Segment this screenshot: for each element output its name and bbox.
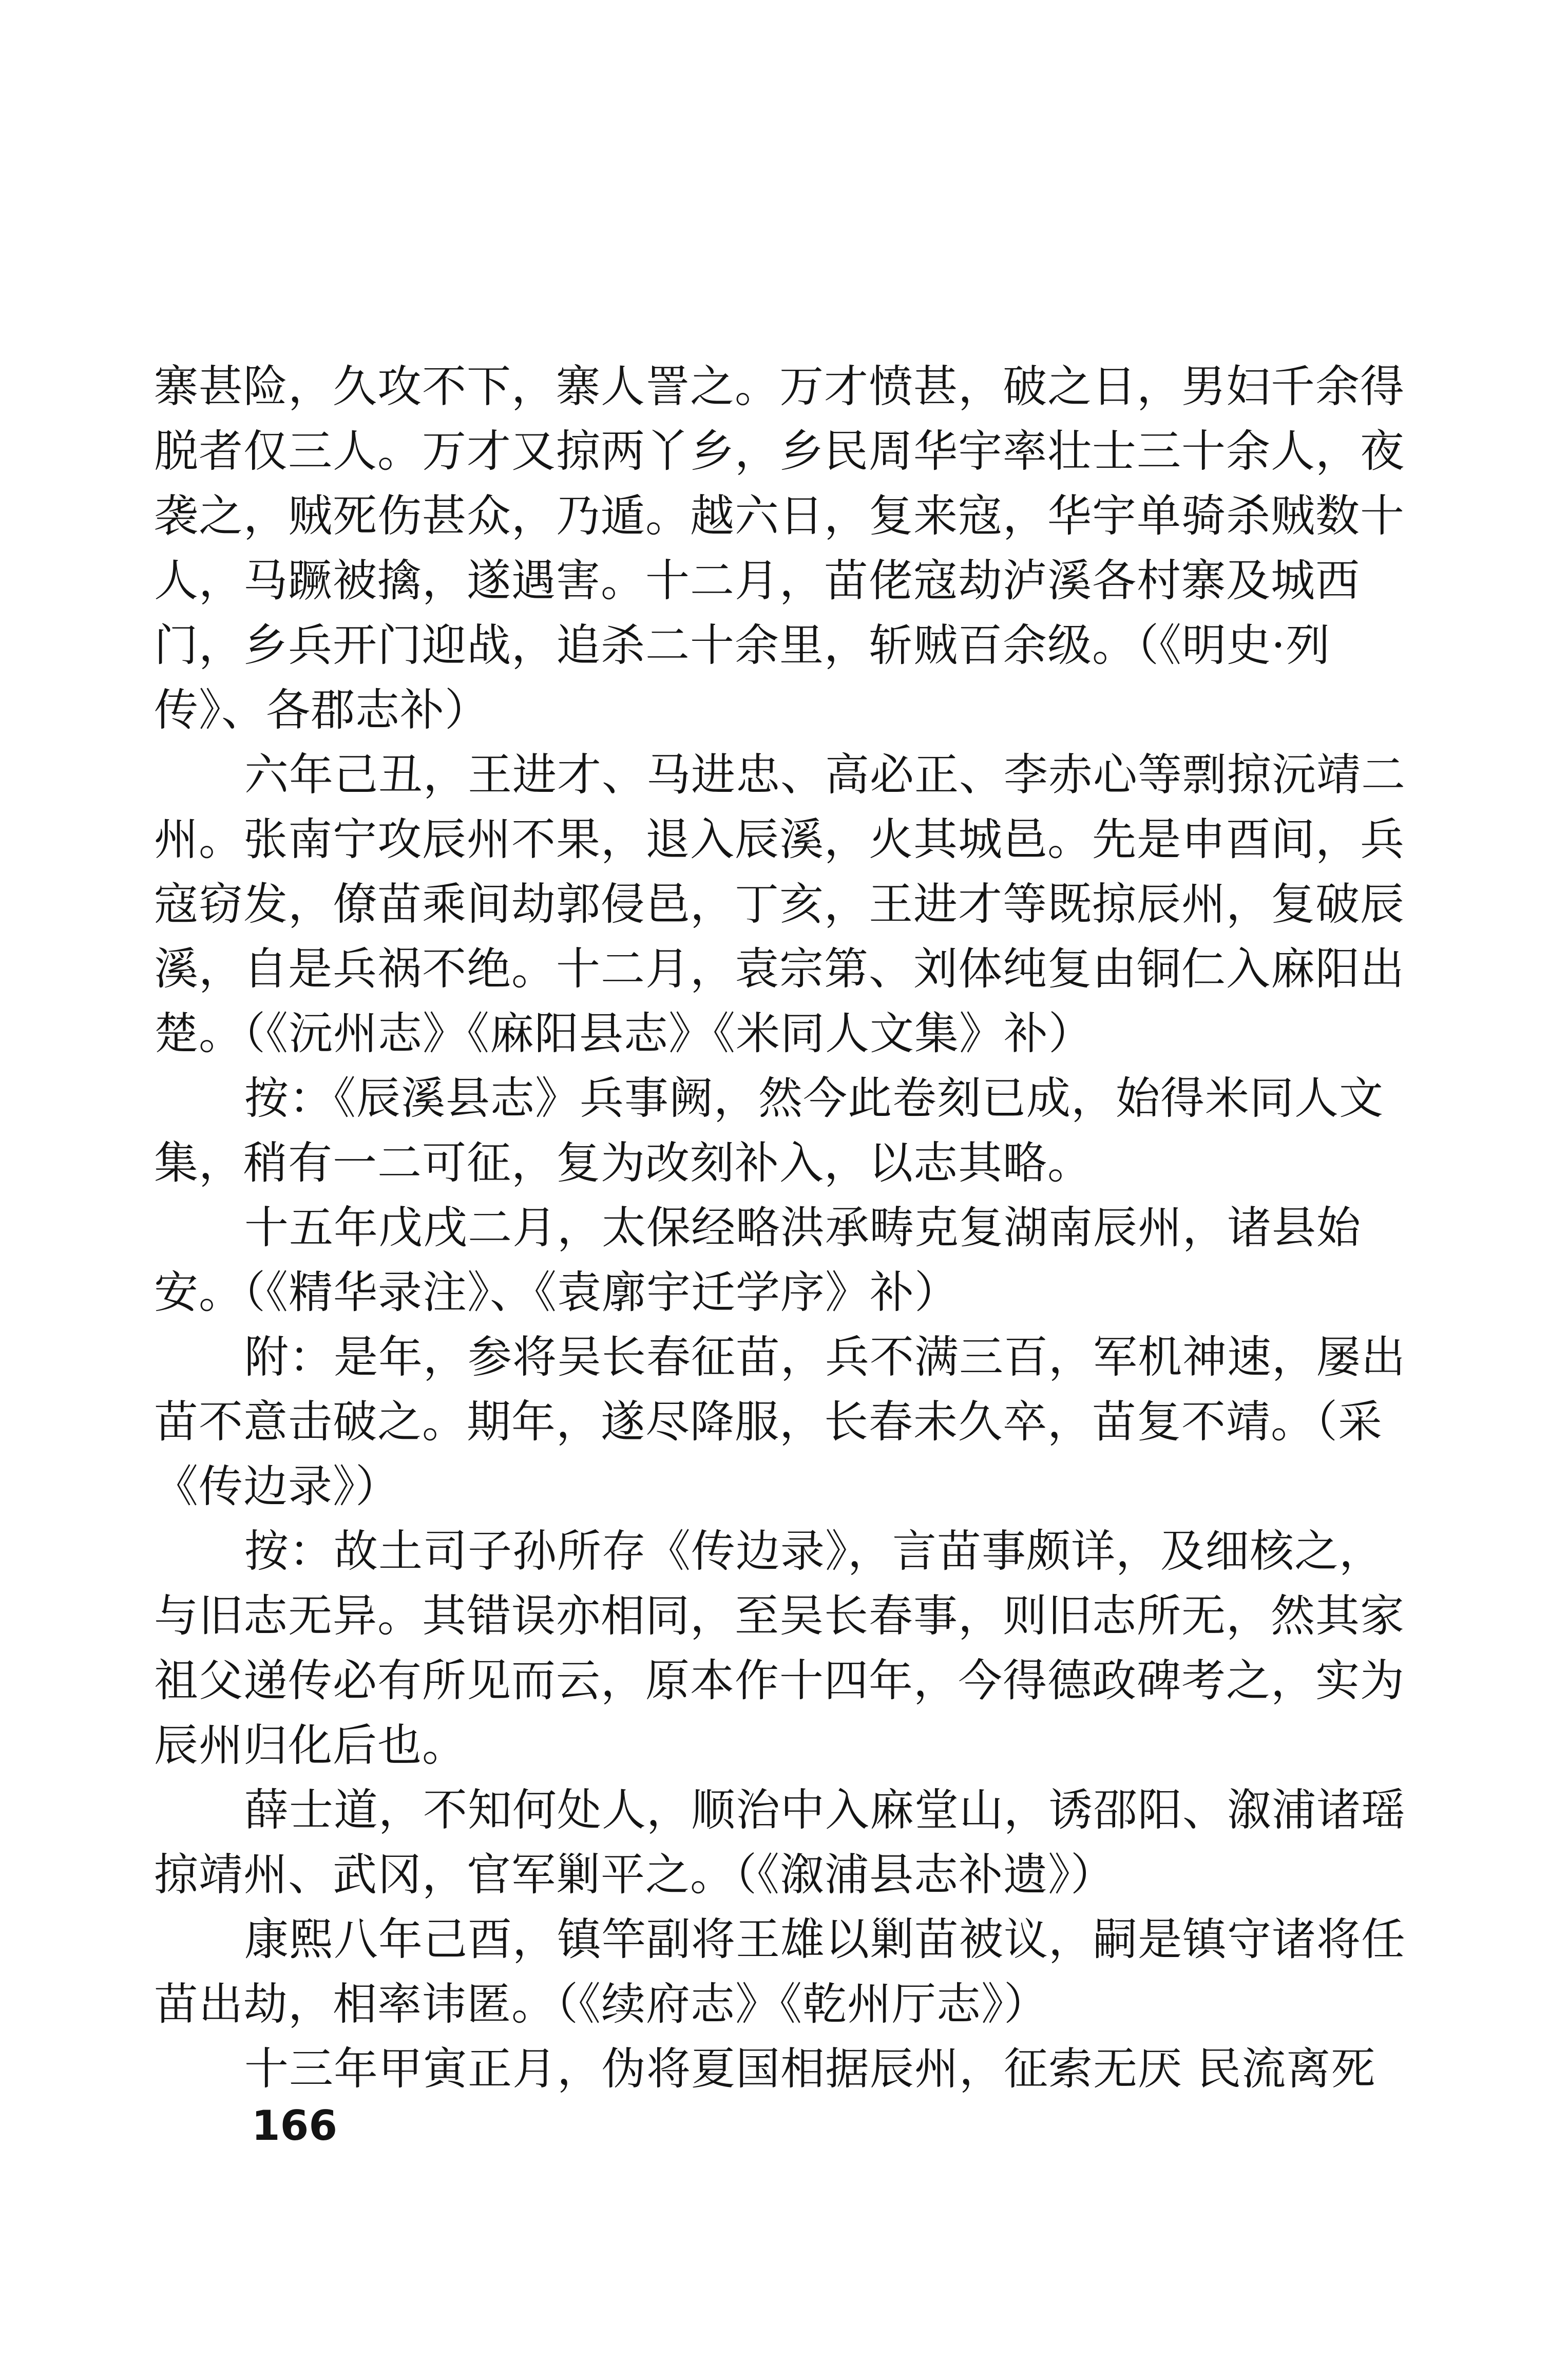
text-line: 门，乡兵开门迎战，追杀二十余里，斩贼百余级。（《明史·列 (154, 620, 1331, 671)
paragraph-start-line: 十五年戊戌二月，太保经略洪承畴克复湖南辰州，诸县始 (244, 1202, 1361, 1254)
text-line: 寇窃发，僚苗乘间劫郭侵邑，丁亥，王进才等既掠辰州，复破辰 (154, 879, 1405, 930)
text-line: 溪，自是兵祸不绝。十二月，袁宗第、刘体纯复由铜仁入麻阳出 (154, 943, 1405, 995)
text-line: 掠靖州、武冈，官军剿平之。（《溆浦县志补遗》） (154, 1849, 1115, 1901)
paragraph-start-line: 附：是年，参将吴长春征苗，兵不满三百，军机神速，屡出 (244, 1332, 1406, 1383)
text-line: 脱者仅三人。万才又掠两丫乡，乡民周华宇率壮士三十余人，夜 (154, 426, 1405, 477)
paragraph-start-line: 薛士道，不知何处人，顺治中入麻堂山，诱邵阳、溆浦诸瑶 (244, 1784, 1406, 1836)
paragraph-start-line: 按：《辰溪县志》兵事阙，然今此卷刻已成，始得米同人文 (244, 1073, 1384, 1124)
text-line: 州。张南宁攻辰州不果，退入辰溪，火其城邑。先是申酉间，兵 (154, 814, 1405, 865)
text-line: 《传边录》） (154, 1461, 400, 1512)
text-line: 楚。（《沅州志》《麻阳县志》《米同人文集》补） (154, 1008, 1093, 1059)
paragraph-start-line: 十三年甲寅正月，伪将夏国相据辰州，征索无厌 民流离死 (244, 2043, 1376, 2095)
text-line: 人，马蹶被擒，遂遇害。十二月，苗佬寇劫泸溪各村寨及城西 (154, 555, 1360, 606)
text-line: 辰州归化后也。 (154, 1720, 467, 1771)
text-line: 传》、各郡志补） (154, 685, 489, 736)
text-line: 袭之，贼死伤甚众，乃遁。越六日，复来寇，华宇单骑杀贼数十 (154, 490, 1405, 542)
text-line: 苗出劫，相率讳匿。（《续府志》《乾州厅志》） (154, 1979, 1048, 2030)
paragraph-start-line: 康熙八年己酉，镇竿副将王雄以剿苗被议，嗣是镇守诸将任 (244, 1914, 1406, 1965)
text-line: 寨甚险，久攻不下，寨人詈之。万才愤甚，破之日，男妇千余得 (154, 361, 1405, 412)
page-number: 166 (252, 2102, 337, 2150)
paragraph-start-line: 按：故土司子孙所存《传边录》，言苗事颇详，及细核之， (244, 1526, 1384, 1577)
text-line: 祖父递传必有所见而云，原本作十四年，今得德政碑考之，实为 (154, 1655, 1405, 1706)
text-line: 安。（《精华录注》、《袁廓宇迁学序》补） (154, 1267, 959, 1318)
text-line: 苗不意击破之。期年，遂尽降服，长春未久卒，苗复不靖。（采 (154, 1396, 1383, 1448)
body-text (154, 354, 1406, 2101)
text-line: 集，稍有一二可征，复为改刻补入，以志其略。 (154, 1137, 1092, 1189)
text-line: 与旧志无异。其错误亦相同，至吴长春事，则旧志所无，然其家 (154, 1590, 1405, 1642)
paragraph-start-line: 六年己丑，王进才、马进忠、高必正、李赤心等剽掠沅靖二 (244, 749, 1406, 801)
